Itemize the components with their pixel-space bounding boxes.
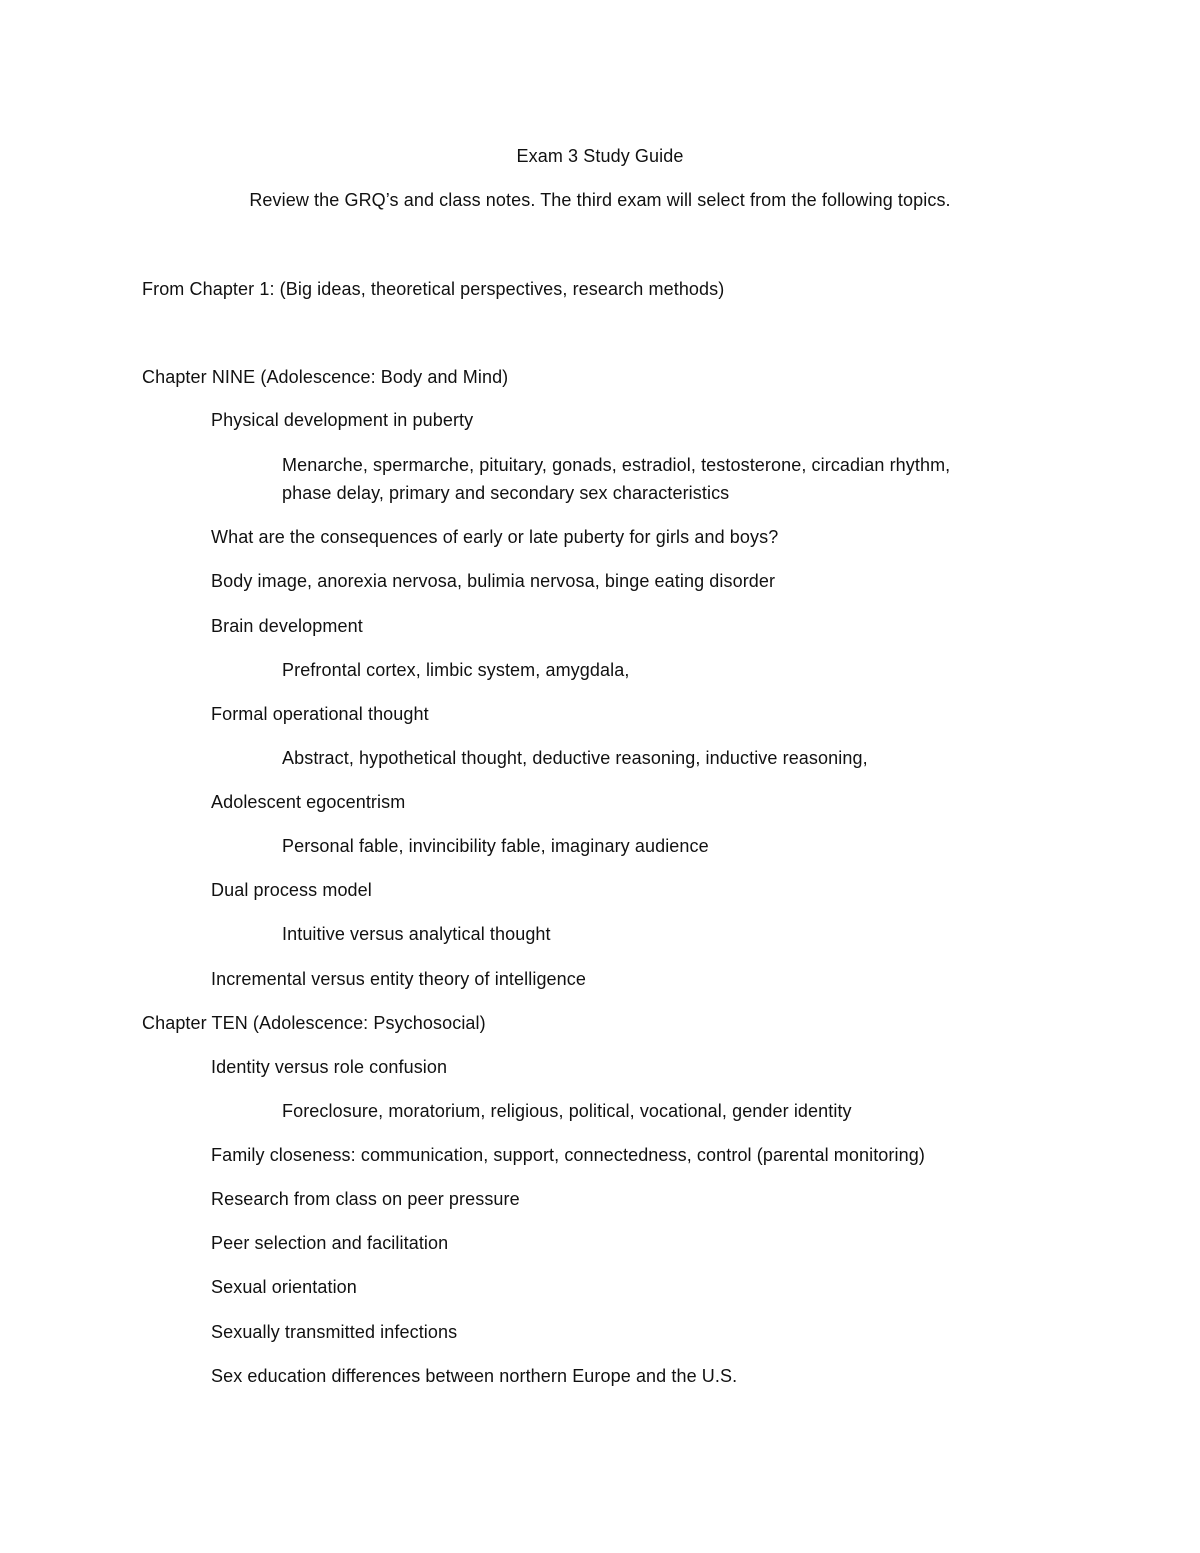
topic-puberty-consequences: What are the consequences of early or late puberty for girls and boys? [211,527,779,547]
subtopic-dual-terms: Intuitive versus analytical thought [282,924,551,944]
topic-formal-operational: Formal operational thought [211,704,429,724]
topic-physical-development: Physical development in puberty [211,410,474,430]
topic-sexual-orientation: Sexual orientation [211,1277,357,1297]
topic-adolescent-egocentrism: Adolescent egocentrism [211,792,406,812]
subtopic-identity-terms: Foreclosure, moratorium, religious, political, vocational, gender identity [282,1101,852,1121]
subtopic-egocentrism-terms: Personal fable, invincibility fable, imaginary audience [282,836,709,856]
topic-body-image: Body image, anorexia nervosa, bulimia nervosa, binge eating disorder [211,571,776,591]
subtopic-brain-terms: Prefrontal cortex, limbic system, amygdala, [282,660,630,680]
topic-identity: Identity versus role confusion [211,1057,448,1077]
topic-incremental-entity: Incremental versus entity theory of intelligence [211,969,586,989]
topic-family-closeness: Family closeness: communication, support, connectedness, control (parental monitoring) [211,1145,925,1165]
intro-text: Review the GRQ’s and class notes. The third exam will select from the following topics. [249,190,951,210]
subtopic-formal-terms: Abstract, hypothetical thought, deductive reasoning, inductive reasoning, [282,748,868,768]
topic-peer-selection: Peer selection and facilitation [211,1233,449,1253]
topic-sti: Sexually transmitted infections [211,1322,458,1342]
subtopic-physical-terms-line-2: phase delay, primary and secondary sex characteristics [282,483,730,503]
chapter-1-heading: From Chapter 1: (Big ideas, theoretical perspectives, research methods) [142,279,725,299]
topic-sex-education: Sex education differences between northern Europe and the U.S. [211,1366,738,1386]
chapter-9-heading: Chapter NINE (Adolescence: Body and Mind) [142,367,509,387]
topic-peer-pressure: Research from class on peer pressure [211,1189,520,1209]
subtopic-physical-terms-line-1: Menarche, spermarche, pituitary, gonads, estradiol, testosterone, circadian rhythm, [282,455,951,475]
chapter-10-heading: Chapter TEN (Adolescence: Psychosocial) [142,1013,486,1033]
topic-dual-process: Dual process model [211,880,372,900]
page-title: Exam 3 Study Guide [516,146,684,166]
topic-brain-development: Brain development [211,616,363,636]
